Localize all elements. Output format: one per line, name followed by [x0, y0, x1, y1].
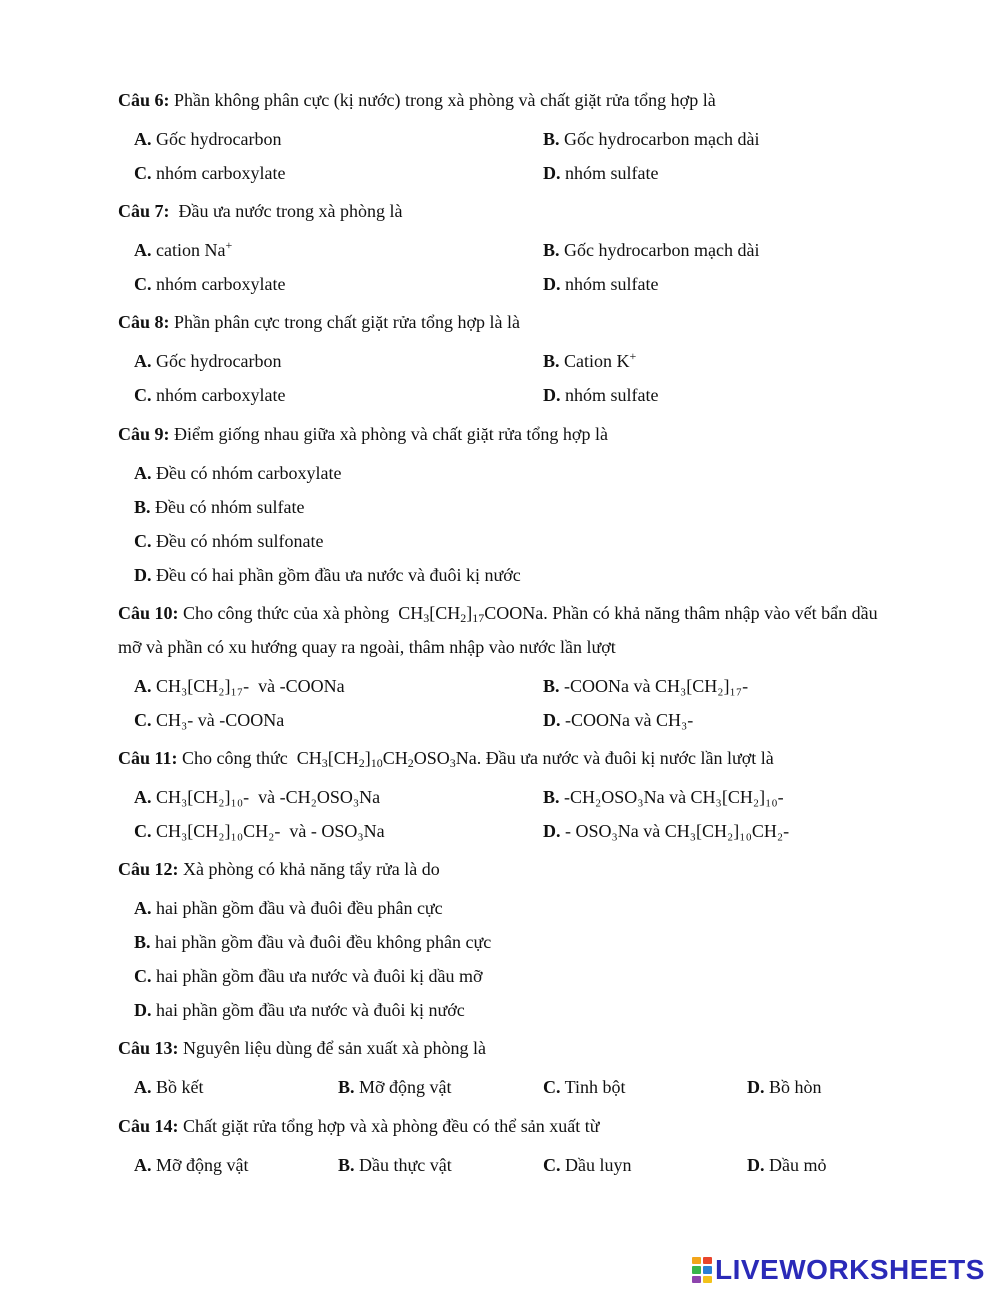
charge-superscript: +: [629, 349, 637, 363]
liveworksheets-logo: [692, 1254, 992, 1286]
option-letter: D.: [543, 163, 561, 183]
question-9: [118, 417, 893, 451]
option-9d[interactable]: [134, 563, 521, 587]
option-8d[interactable]: [543, 383, 658, 407]
option-10c[interactable]: [134, 708, 284, 732]
option-letter: B.: [543, 351, 560, 371]
option-letter: A.: [134, 351, 152, 371]
option-9c[interactable]: [134, 529, 323, 553]
question-10: Câu 10: Cho công thức của xà phòng $CH_3[CH_2]_{17}COONa$. Phần có khả năng thâm nhập vào vết bẩn dầu mỡ và phần có xu hướng quay ra ngoài, thâm nhập vào nước lần lượt: [118, 603, 878, 657]
option-text: Gốc hydrocarbon: [151, 129, 282, 149]
option-text: hai phần gồm đầu ưa nước và đuôi kị dầu mỡ: [151, 966, 483, 986]
option-text: -COONa và CH₃-: [560, 710, 694, 730]
question-text-end: COONa. Phần có khả năng thâm nhập vào vết bẩn dầu mỡ và phần có xu hướng quay ra ngoài, thâm nhập vào nước lần lượt: [118, 603, 878, 657]
option-6b[interactable]: [543, 127, 759, 151]
question-label: Câu 14:: [118, 1116, 179, 1136]
option-text: - OSO₃Na và CH₃[CH₂]₁₀CH₂-: [560, 821, 790, 841]
option-letter: D.: [134, 1000, 152, 1020]
option-letter: A.: [134, 463, 152, 483]
question-text: Xà phòng có khả năng tẩy rửa là do: [178, 859, 440, 879]
option-text: CH₃[CH₂]₁₀CH₂- và - OSO₃Na: [151, 821, 385, 841]
option-7c[interactable]: [134, 272, 285, 296]
option-12c[interactable]: [134, 964, 482, 988]
question-text: Phần phân cực trong chất giặt rửa tổng hợp là là: [169, 312, 520, 332]
option-letter: D.: [543, 821, 561, 841]
option-letter: B.: [543, 240, 560, 260]
logo-text: LIVEWORKSHEETS: [715, 1254, 985, 1285]
option-text: Gốc hydrocarbon mạch dài: [559, 129, 760, 149]
option-text: -CH₂OSO₃Na và CH₃[CH₂]₁₀-: [559, 787, 784, 807]
question-text: Điểm giống nhau giữa xà phòng và chất giặt rửa tổng hợp là: [169, 424, 608, 444]
option-7a[interactable]: [134, 238, 232, 262]
option-14b[interactable]: [338, 1153, 452, 1177]
option-letter: B.: [338, 1155, 355, 1175]
option-text: nhóm carboxylate: [151, 163, 286, 183]
option-12d[interactable]: [134, 998, 465, 1022]
question-text-start: Cho công thức CH: [177, 748, 322, 768]
logo-block: [703, 1276, 712, 1283]
option-text: nhóm sulfate: [560, 274, 659, 294]
option-8b[interactable]: [543, 349, 636, 373]
option-letter: B.: [338, 1077, 355, 1097]
option-9a[interactable]: [134, 461, 341, 485]
option-text: cation Na: [151, 240, 226, 260]
option-11d[interactable]: [543, 819, 789, 843]
option-12a[interactable]: [134, 896, 443, 920]
option-letter: D.: [747, 1155, 765, 1175]
question-label: Câu 12:: [118, 859, 179, 879]
option-letter: A.: [134, 898, 152, 918]
option-text: Mỡ động vật: [354, 1077, 452, 1097]
option-letter: B.: [134, 497, 151, 517]
option-text: Đều có nhóm sulfate: [150, 497, 305, 517]
question-label: Câu 11:: [118, 748, 178, 768]
option-letter: A.: [134, 787, 152, 807]
question-label: Câu 10:: [118, 603, 179, 623]
option-text: Mỡ động vật: [151, 1155, 249, 1175]
option-14a[interactable]: [134, 1153, 249, 1177]
option-text: Đều có hai phần gồm đầu ưa nước và đuôi kị nước: [151, 565, 521, 585]
option-letter: A.: [134, 1155, 152, 1175]
question-text: Đầu ưa nước trong xà phòng là: [169, 201, 403, 221]
question-text-start: Cho công thức của xà phòng CH: [178, 603, 424, 623]
option-letter: D.: [134, 565, 152, 585]
option-letter: D.: [747, 1077, 765, 1097]
option-letter: B.: [543, 129, 560, 149]
option-text: Gốc hydrocarbon: [151, 351, 282, 371]
question-label: Câu 6:: [118, 90, 170, 110]
option-letter: C.: [543, 1077, 561, 1097]
option-letter: A.: [134, 240, 152, 260]
question-8: [118, 305, 893, 339]
logo-block: [692, 1276, 701, 1283]
option-text: Bồ kết: [151, 1077, 204, 1097]
option-6d[interactable]: [543, 161, 658, 185]
option-11b[interactable]: [543, 785, 784, 809]
question-12: [118, 852, 893, 886]
option-7d[interactable]: [543, 272, 658, 296]
option-text: CH₃- và -COONa: [151, 710, 285, 730]
option-10b[interactable]: [543, 674, 748, 698]
option-text: nhóm sulfate: [560, 385, 659, 405]
option-text: -COONa và CH₃[CH₂]₁₇-: [559, 676, 749, 696]
option-7b[interactable]: [543, 238, 759, 262]
logo-block: [703, 1266, 712, 1273]
option-letter: B.: [543, 676, 560, 696]
question-label: Câu 7:: [118, 201, 170, 221]
question-11: Câu 11: Cho công thức $CH_3[CH_2]_{10}CH_2OSO_3Na$. Đầu ưa nước và đuôi kị nước lần lượt là: [118, 748, 774, 770]
option-text: nhóm sulfate: [560, 163, 659, 183]
question-label: Câu 8:: [118, 312, 170, 332]
logo-block: [692, 1266, 701, 1273]
option-text: Đều có nhóm carboxylate: [151, 463, 342, 483]
option-14d[interactable]: [747, 1153, 827, 1177]
question-text: Chất giặt rửa tổng hợp và xà phòng đều có thể sản xuất từ: [178, 1116, 600, 1136]
option-11c[interactable]: [134, 819, 385, 843]
option-letter: C.: [134, 531, 152, 551]
option-text: Tinh bột: [560, 1077, 626, 1097]
question-6: [118, 83, 893, 117]
option-12b[interactable]: [134, 930, 491, 954]
option-6c[interactable]: [134, 161, 285, 185]
logo-mark-icon: [692, 1257, 712, 1283]
option-13b[interactable]: [338, 1075, 452, 1099]
option-text: nhóm carboxylate: [151, 274, 286, 294]
option-13a[interactable]: [134, 1075, 204, 1099]
option-letter: C.: [543, 1155, 561, 1175]
option-letter: C.: [134, 385, 152, 405]
option-text: Dầu luyn: [560, 1155, 632, 1175]
option-letter: C.: [134, 163, 152, 183]
question-label: Câu 13:: [118, 1038, 179, 1058]
option-11a[interactable]: [134, 785, 380, 809]
question-14: [118, 1109, 893, 1143]
option-text: CH₃[CH₂]₁₇- và -COONa: [151, 676, 345, 696]
option-13d[interactable]: [747, 1075, 822, 1099]
option-text: nhóm carboxylate: [151, 385, 286, 405]
option-letter: C.: [134, 710, 152, 730]
question-text: Nguyên liệu dùng để sản xuất xà phòng là: [178, 1038, 486, 1058]
option-text: Cation K: [559, 351, 630, 371]
option-letter: D.: [543, 274, 561, 294]
option-10d[interactable]: [543, 708, 693, 732]
charge-superscript: +: [225, 238, 233, 252]
option-letter: A.: [134, 1077, 152, 1097]
option-text: Dầu mỏ: [764, 1155, 827, 1175]
logo-block: [692, 1257, 701, 1264]
option-6a[interactable]: [134, 127, 281, 151]
option-letter: D.: [543, 385, 561, 405]
option-text: Gốc hydrocarbon mạch dài: [559, 240, 760, 260]
option-letter: A.: [134, 129, 152, 149]
question-7: [118, 194, 893, 228]
option-8c[interactable]: [134, 383, 285, 407]
option-text: Đều có nhóm sulfonate: [151, 531, 324, 551]
option-text: hai phần gồm đầu và đuôi đều không phân cực: [150, 932, 492, 952]
option-text: Bồ hòn: [764, 1077, 822, 1097]
option-14c[interactable]: [543, 1153, 632, 1177]
option-9b[interactable]: [134, 495, 304, 519]
option-text: hai phần gồm đầu ưa nước và đuôi kị nước: [151, 1000, 465, 1020]
logo-block: [703, 1257, 712, 1264]
question-text-end: Na. Đầu ưa nước và đuôi kị nước lần lượt là: [455, 748, 774, 768]
option-letter: D.: [543, 710, 561, 730]
option-letter: B.: [543, 787, 560, 807]
option-letter: C.: [134, 274, 152, 294]
option-13c[interactable]: [543, 1075, 626, 1099]
question-text: Phần không phân cực (kị nước) trong xà phòng và chất giặt rửa tổng hợp là: [169, 90, 716, 110]
option-letter: B.: [134, 932, 151, 952]
question-label: Câu 9:: [118, 424, 170, 444]
option-10a[interactable]: [134, 674, 345, 698]
option-letter: C.: [134, 966, 152, 986]
option-text: CH₃[CH₂]₁₀- và -CH₂OSO₃Na: [151, 787, 381, 807]
option-letter: C.: [134, 821, 152, 841]
option-letter: A.: [134, 676, 152, 696]
option-text: hai phần gồm đầu và đuôi đều phân cực: [151, 898, 443, 918]
question-13: [118, 1031, 893, 1065]
option-text: Dầu thực vật: [354, 1155, 452, 1175]
option-8a[interactable]: [134, 349, 281, 373]
